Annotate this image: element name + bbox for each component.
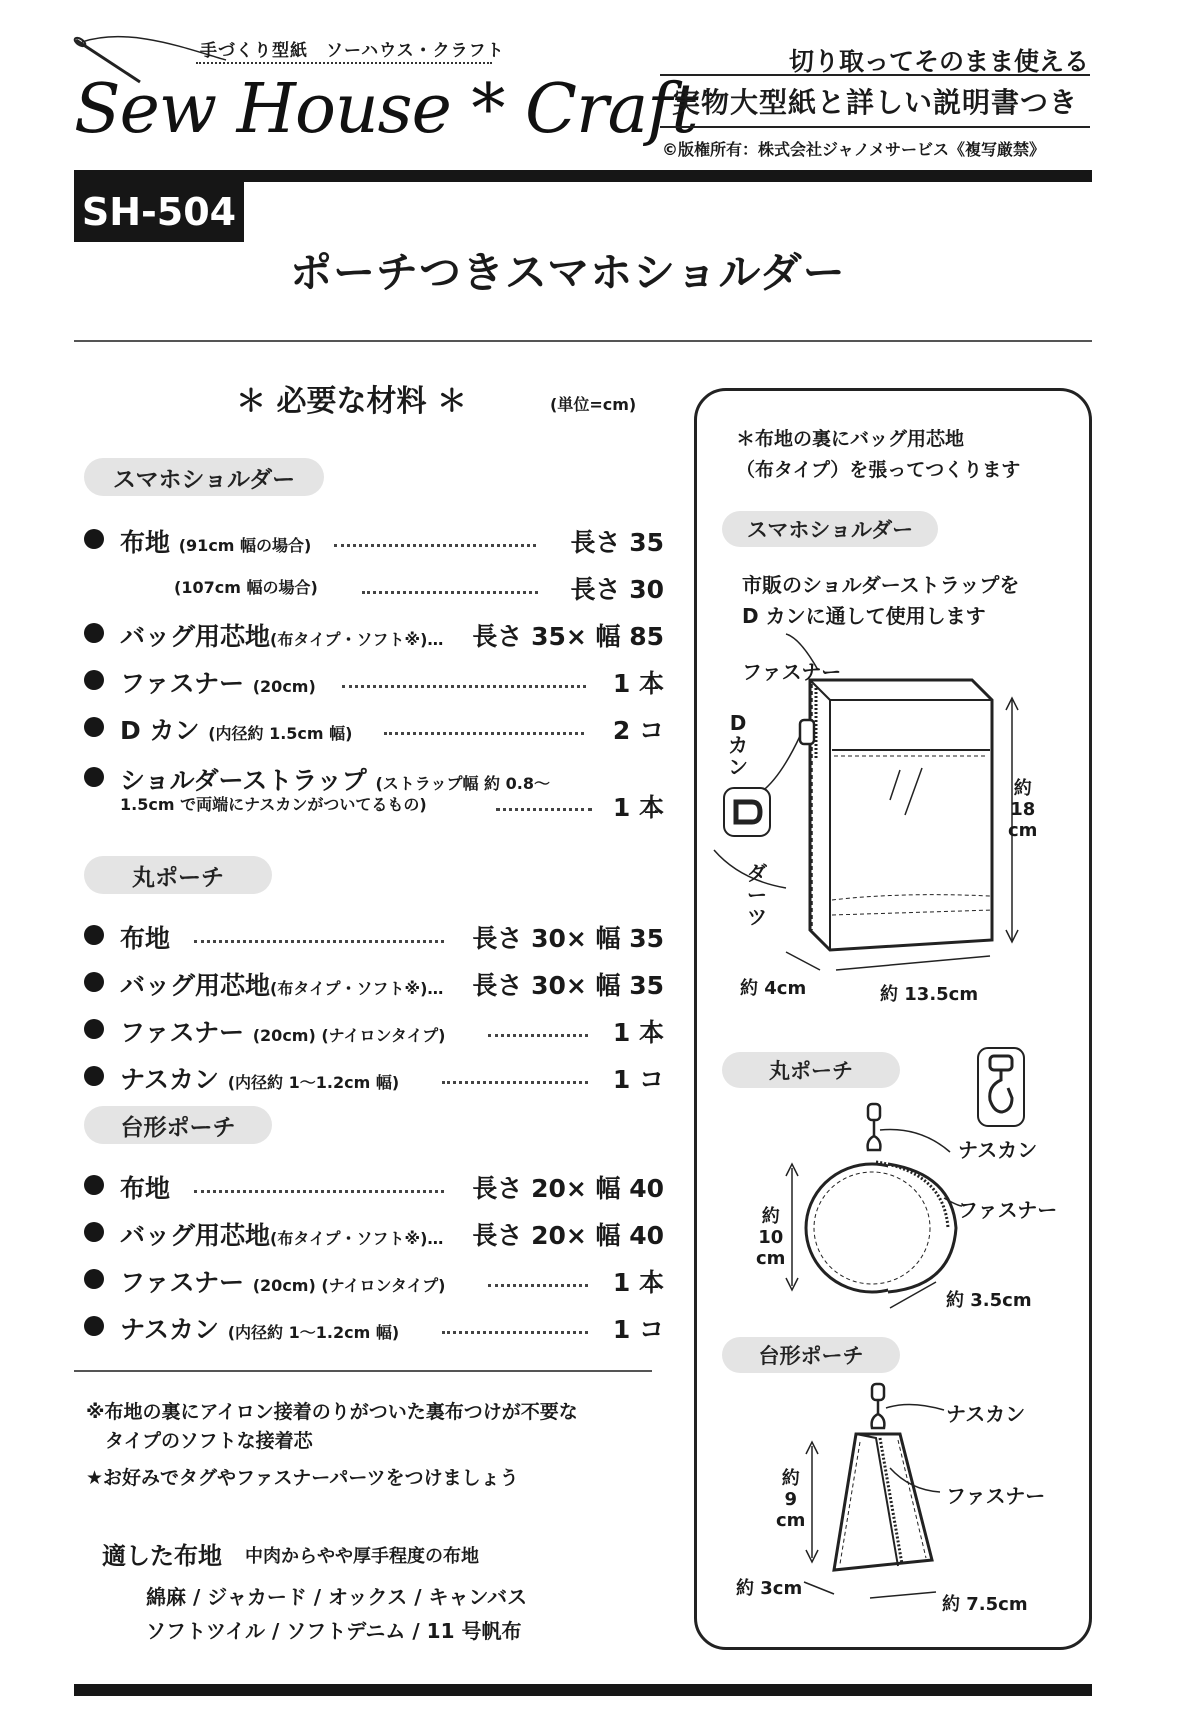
bullet-icon [84,1222,104,1242]
page-title: ポーチつきスマホショルダー [290,248,846,297]
materials-heading: ＊ 必要な材料 ＊ [236,384,467,419]
brand-dotted-rule [196,62,492,64]
material-qty: 長さ 30× 幅 35 [472,924,664,953]
shoulder-depth-label: 約 4cm [740,978,807,999]
material-note: (内径約 1.5cm 幅) [208,724,353,743]
material-qty: 長さ 30 [570,575,664,604]
material-note: (20cm) [252,677,316,696]
material-label: ナスカン [120,1065,220,1094]
material-row [84,661,664,701]
notes-divider [74,1370,652,1372]
material-qty: 1 本 [612,793,664,822]
material-row [84,1307,664,1347]
fabric-desc: 中肉からやや厚手程度の布地 [245,1546,479,1567]
material-note: (20cm) (ナイロンタイプ) [252,1276,446,1295]
material-qty: 長さ 20× 幅 40 [472,1174,664,1203]
material-qty: 長さ 20× 幅 40 [472,1221,664,1250]
bullet-icon [84,1175,104,1195]
brand-tagline: 手づくり型紙 ソーハウス・クラフト [200,41,505,61]
leader-dots [194,940,444,943]
material-label: ファスナー [120,1268,245,1297]
top-bar [74,170,1092,182]
fabric-label: 適した布地 [102,1542,222,1570]
material-row [84,520,664,560]
material-note-line2: 1.5cm で両端にナスカンがついてるもの) [120,795,427,814]
leader-dots [496,808,592,811]
material-qty: 長さ 35 [570,528,664,557]
d-ring-icon [722,786,772,838]
trapezoid-hook-label: ナスカン [946,1402,1026,1426]
material-row [84,916,664,956]
trapezoid-depth-label: 約 3cm [736,1578,803,1599]
material-row [84,1057,664,1097]
material-label: ショルダーストラップ [120,766,367,795]
material-label: ファスナー [120,669,245,698]
leader-dots [488,1284,588,1287]
round-height-label: 約 10 cm [756,1206,786,1269]
material-row [84,1213,664,1253]
interfacing-note: ※布地の裏にアイロン接着のりがついた裏布つけが不要な タイプのソフトな接着芯 [86,1401,578,1452]
shoulder-width-label: 約 13.5cm [880,984,979,1005]
bullet-icon [84,1269,104,1289]
bullet-icon [84,529,104,549]
material-qty: 長さ 30× 幅 35 [472,971,664,1000]
shoulder-height-label: 約 18 cm [1008,778,1038,841]
material-qty: 1 本 [612,1268,664,1297]
material-label: D カン [120,716,200,745]
bullet-icon [84,767,104,787]
material-qty: 2 コ [612,716,664,745]
leader-dots [194,1190,444,1193]
material-row [84,708,664,748]
bullet-icon [84,623,104,643]
material-label: 布地 [120,924,171,953]
panel-note: ＊布地の裏にバッグ用芯地 （布タイプ）を張ってつくります [736,428,1021,481]
optional-parts-note: ★お好みでタグやファスナーパーツをつけましょう [86,1467,519,1489]
material-note: (内径約 1～1.2cm 幅) [227,1073,400,1092]
headline: 実物大型紙と詳しい説明書つき [671,86,1078,119]
product-code: SH-504 [74,182,244,242]
material-note: (107cm 幅の場合) [174,578,318,597]
material-note: (内径約 1～1.2cm 幅) [227,1323,400,1342]
bullet-icon [84,925,104,945]
material-note: (布タイプ・ソフト※)… [270,630,444,649]
material-note: (91cm 幅の場合) [178,536,312,555]
unit-note: (単位=cm) [550,395,637,414]
bullet-icon [84,717,104,737]
shoulder-dring-label: D カ ン [728,711,748,779]
material-row [84,758,664,822]
shoulder-dart-label: ダ ー ツ [747,861,767,929]
section-label-round: 丸ポーチ [84,856,272,894]
material-row [84,1166,664,1206]
leader-dots [362,591,538,594]
material-qty: 長さ 35× 幅 85 [472,622,664,651]
material-row [84,963,664,1003]
leader-dots [488,1034,588,1037]
round-depth-label: 約 3.5cm [946,1290,1032,1311]
material-row [84,614,664,654]
bullet-icon [84,1316,104,1336]
bullet-icon [84,972,104,992]
material-row [84,1260,664,1300]
fabric-list: 綿麻 / ジャカード / オックス / キャンバス ソフトツイル / ソフトデニム / 11 号帆布 [146,1585,528,1643]
panel-label-trapezoid: 台形ポーチ [722,1337,900,1373]
title-divider [74,340,1092,342]
trapezoid-width-label: 約 7.5cm [942,1594,1028,1615]
trapezoid-zipper-label: ファスナー [946,1484,1046,1508]
material-label: ナスカン [120,1315,220,1344]
bullet-icon [84,1066,104,1086]
shoulder-zipper-label: ファスナー [742,660,842,684]
leader-dots [442,1331,588,1334]
bullet-icon [84,670,104,690]
material-label: ファスナー [120,1018,245,1047]
headline-box [660,74,1090,128]
section-label-shoulder: スマホショルダー [84,458,324,496]
material-row [84,1010,664,1050]
leader-dots [334,544,536,547]
leader-dots [442,1081,588,1084]
material-qty: 1 コ [612,1065,664,1094]
material-label: バッグ用芯地 [120,1221,271,1250]
material-qty: 1 コ [612,1315,664,1344]
bottom-bar [74,1684,1092,1696]
panel-label-round: 丸ポーチ [722,1052,900,1088]
material-label: バッグ用芯地 [120,971,271,1000]
copyright: ©版権所有：株式会社ジャノメサービス《複写厳禁》 [662,140,1046,159]
material-label: 布地 [120,528,171,557]
panel-label-shoulder: スマホショルダー [722,511,938,547]
material-row [84,567,664,607]
material-note: (布タイプ・ソフト※)… [270,1229,444,1248]
material-qty: 1 本 [612,669,664,698]
trapezoid-height-label: 約 9 cm [776,1468,806,1531]
material-note: (布タイプ・ソフト※)… [270,979,444,998]
leader-dots [342,685,586,688]
tagline: 切り取ってそのまま使える [788,47,1089,76]
material-note: (ストラップ幅 約 0.8～ [375,774,550,793]
section-label-trapezoid: 台形ポーチ [84,1106,272,1144]
brand-logo: Sew House * Craft [74,70,698,149]
material-qty: 1 本 [612,1018,664,1047]
material-label: バッグ用芯地 [120,622,271,651]
round-hook-label: ナスカン [958,1138,1038,1162]
round-zipper-label: ファスナー [958,1198,1058,1222]
leader-dots [384,732,584,735]
material-note: (20cm) (ナイロンタイプ) [252,1026,446,1045]
material-label: 布地 [120,1174,171,1203]
bullet-icon [84,1019,104,1039]
shoulder-desc: 市販のショルダーストラップを D カンに通して使用します [742,573,1020,628]
